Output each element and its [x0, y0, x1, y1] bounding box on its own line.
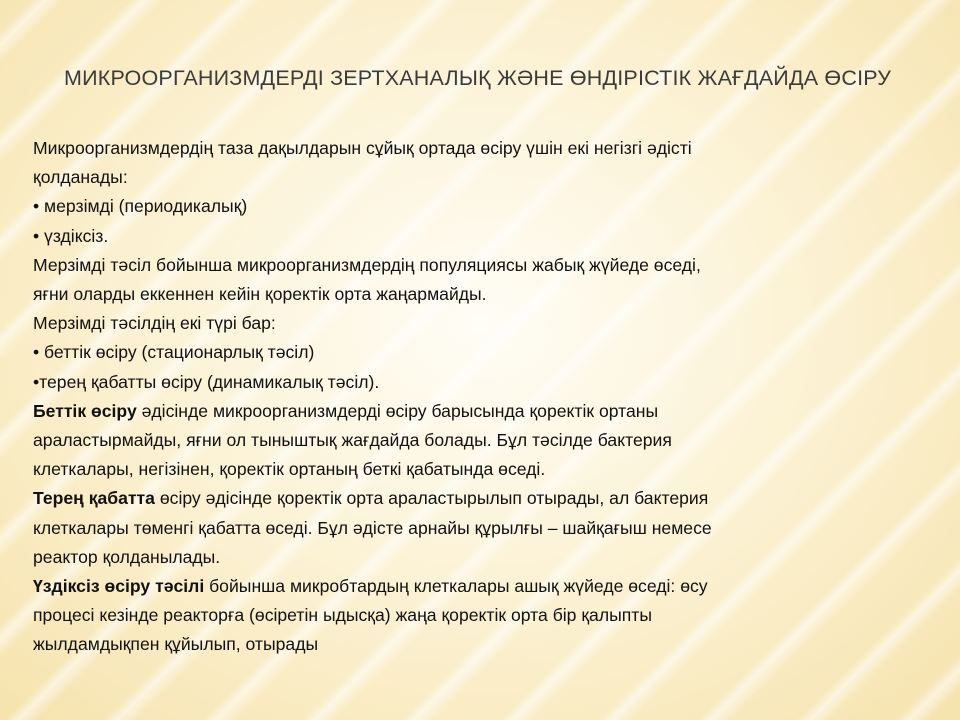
bullet-item: •терең қабатты өсіру (динамикалық тәсіл).	[33, 371, 380, 392]
paragraph-text: өсіру әдісінде қоректік орта араластырылып отырады, ал бактерия	[154, 488, 709, 509]
paragraph-text: бойынша микробтардың клеткалары ашық жүйеде өседі: өсу	[204, 576, 708, 597]
paragraph-deep-line	[33, 484, 913, 513]
body-line: Микроорганизмдердің таза дақылдарын сұйық ортада өсіру үшін екі негізгі әдісті	[33, 138, 692, 158]
paragraph-continuous-line	[33, 572, 913, 601]
body-line: араластырмайды, яғни ол тыныштық жағдайда болады. Бұл тәсілде бактерия	[33, 430, 672, 451]
body-line: Мерзімді тәсіл бойынша микроорганизмдердің популяциясы жабық жүйеде өседі,	[33, 254, 701, 275]
slide-title: МИКРООРГАНИЗМДЕРДІ ЗЕРТХАНАЛЫҚ ЖӘНЕ ӨНДІРІСТІК ЖАҒДАЙДА ӨСІРУ	[64, 66, 892, 90]
body-line: реактор қолданылады.	[33, 546, 221, 567]
body-line: жылдамдықпен құйылып, отырады	[33, 634, 319, 655]
term-deep-layer: Терең қабатта	[33, 488, 155, 509]
bullet-item: • үздіксіз.	[33, 225, 109, 246]
paragraph-surface-line	[33, 397, 913, 426]
term-continuous-method: Үздіксіз өсіру тәсілі	[33, 576, 205, 597]
body-line: Мерзімді тәсілдің екі түрі бар:	[33, 313, 276, 334]
paragraph-text: әдісінде микроорганизмдерді өсіру барысында қоректік ортаны	[136, 400, 659, 421]
slide-body	[33, 134, 913, 660]
body-line: қолданады:	[33, 167, 128, 188]
bullet-item: • беттік өсіру (стационарлық тәсіл)	[33, 342, 315, 363]
body-line: клеткалары, негізінен, қоректік ортаның беткі қабатында өседі.	[33, 459, 546, 480]
term-surface-growth: Беттік өсіру	[33, 400, 137, 421]
body-line: процесі кезінде реакторға (өсіретін ыдысқа) жаңа қоректік орта бір қалыпты	[33, 605, 652, 626]
body-line: яғни оларды еккеннен кейін қоректік орта жаңармайды.	[33, 284, 487, 305]
bullet-item: • мерзімді (периодикалық)	[33, 196, 248, 217]
body-line: клеткалары төменгі қабатта өседі. Бұл әдісте арнайы құрылғы – шайқағыш немесе	[33, 517, 712, 538]
